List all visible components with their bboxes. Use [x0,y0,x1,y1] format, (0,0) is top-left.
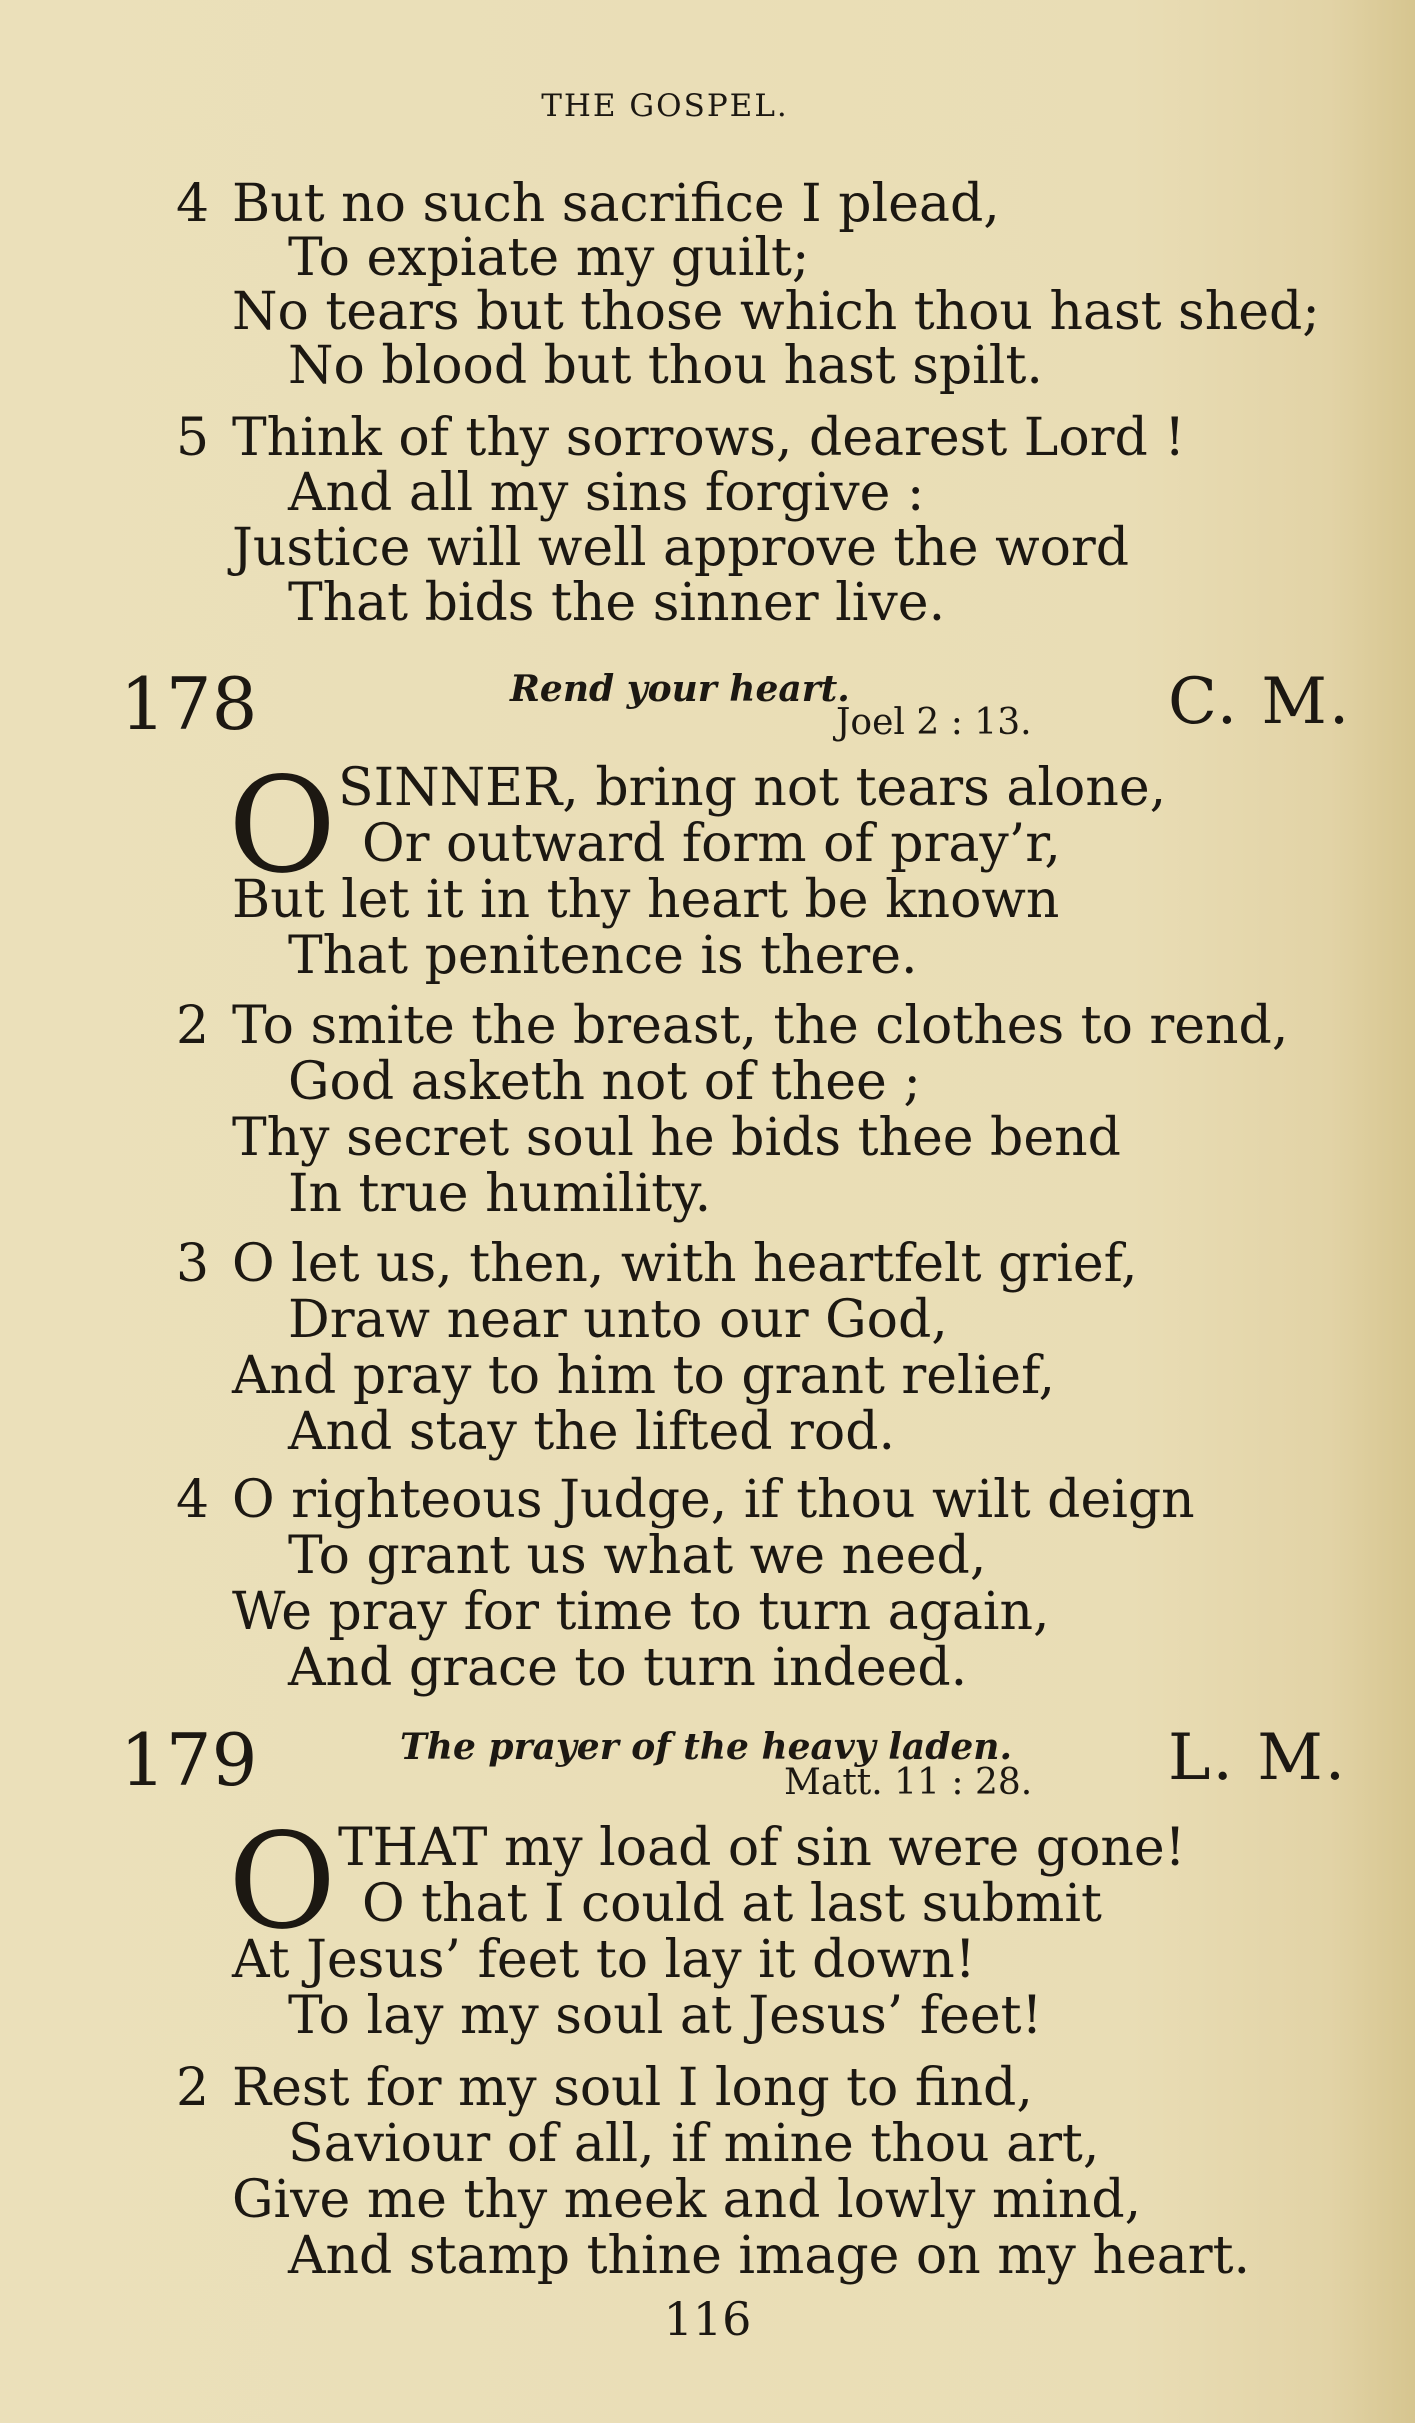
hymn-line: O righteous Judge, if thou wilt deign [232,1470,1195,1530]
hymn-line: Rest for my soul I long to find, [232,2058,1033,2118]
verse-number: 4 [176,174,210,234]
hymn-line: And all my sins forgive : [288,463,925,523]
hymn-title: Rend your heart. [510,668,850,710]
hymn-title: The prayer of the heavy laden. [400,1726,1013,1768]
hymn-line: That penitence is there. [288,926,918,986]
verse-number: 3 [176,1234,210,1294]
hymn-number: 178 [120,662,258,746]
hymn-line: Saviour of all, if mine thou art, [288,2114,1100,2174]
hymn-line: SINNER, bring not tears alone, [338,758,1167,818]
hymn-line: Give me thy meek and lowly mind, [232,2170,1142,2230]
hymn-line: O let us, then, with heartfelt grief, [232,1234,1138,1294]
hymn-line: To smite the breast, the clothes to rend, [232,996,1289,1056]
hymn-line: And stamp thine image on my heart. [288,2226,1250,2286]
hymn-line: God asketh not of thee ; [288,1052,921,1112]
hymn-line: Thy secret soul he bids thee bend [232,1108,1121,1168]
hymn-line: O that I could at last submit [362,1874,1102,1934]
scripture-reference: Joel 2 : 13. [836,702,1032,743]
hymn-line: That bids the sinner live. [288,573,946,633]
hymn-line: And stay the lifted rod. [288,1402,896,1462]
hymn-line: No blood but thou hast spilt. [288,336,1043,396]
hymn-line: To lay my soul at Jesus’ feet! [288,1986,1043,2046]
drop-cap: O [228,749,337,903]
hymn-line: But let it in thy heart be known [232,870,1060,930]
hymn-line: But no such sacrifice I plead, [232,174,1000,234]
hymn-line: Draw near unto our God, [288,1290,948,1350]
verse-number: 2 [176,996,210,1056]
hymn-line: We pray for time to turn again, [232,1582,1050,1642]
running-head: THE GOSPEL. [541,88,789,124]
verse-number: 2 [176,2058,210,2118]
hymn-line: At Jesus’ feet to lay it down! [232,1930,976,1990]
hymn-meter: C. M. [1168,665,1352,739]
scripture-reference: Matt. 11 : 28. [784,1762,1033,1803]
hymn-line: THAT my load of sin were gone! [338,1818,1186,1878]
page-number: 116 [663,2292,752,2346]
hymn-line: To expiate my guilt; [288,228,810,288]
hymn-line: In true humility. [288,1164,712,1224]
hymn-number: 179 [120,1718,258,1802]
hymn-line: And grace to turn indeed. [288,1638,968,1698]
hymn-meter: L. M. [1168,1721,1348,1795]
hymn-line: And pray to him to grant relief, [232,1346,1055,1406]
hymn-line: Think of thy sorrows, dearest Lord ! [232,408,1186,468]
hymn-line: To grant us what we need, [288,1526,987,1586]
hymn-line: Justice will well approve the word [232,518,1130,578]
verse-number: 5 [176,408,210,468]
hymn-line: No tears but those which thou hast shed; [232,282,1320,342]
hymn-line: Or outward form of pray’r, [362,814,1061,874]
drop-cap: O [228,1805,337,1959]
verse-number: 4 [176,1470,210,1530]
